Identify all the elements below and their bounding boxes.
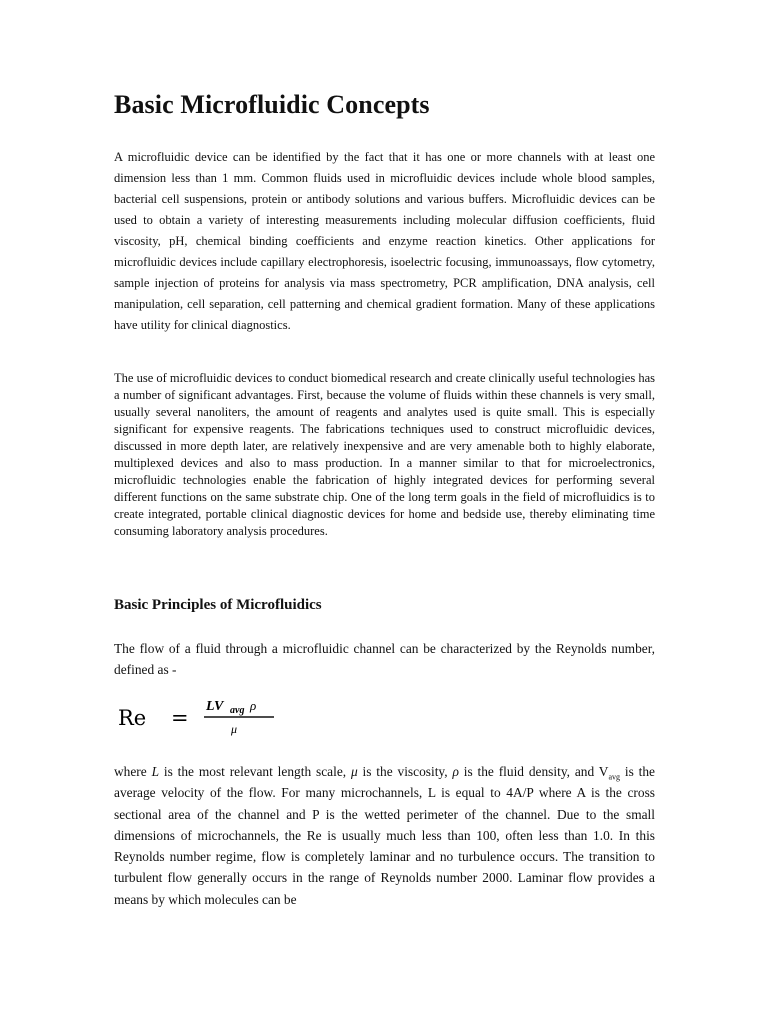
reynolds-explanation-paragraph: where L is the most relevant length scale, μ is the viscosity, ρ is the fluid density, and $V_{avg}$ is the average velocity of the flow. For many microchannels, L is equal to 4A/P where A is the cross sectional area of the channel and P is the wetted perimeter of the channel. Due to the small dimensions of microchannels, the Re is usually much less than 100, often less than 1.0. In this Reynolds number regime, flow is completely laminar and no turbulence occurs. The transition to turbulent flow generally occurs in the range of Reynolds number 2000. Laminar flow provides a means by which molecules can be <box>114 764 655 907</box>
equation-numerator-sub: avg <box>230 705 245 716</box>
equation-equals: = <box>171 706 189 730</box>
equation-denominator: μ <box>231 722 238 736</box>
velocity-subscript: avg <box>608 772 621 782</box>
equation-lhs: Re <box>118 706 147 730</box>
advantages-paragraph: The use of microfluidic devices to conduct biomedical research and create clinically useful technologies has a number of significant advantages. First, because the volume of fluids within these channels is very small, usually several nanoliters, the amount of reagents and analytes used is quite small. This is especially significant for expensive reagents. The fabrications techniques used to construct microfluidic devices, discussed in more depth later, are relatively inexpensive and are very amenable both to highly elaborate, multiplexed devices and also to mass production. In a manner similar to that for microelectronics, microfluidic technologies enable the fabrication of highly integrated devices for performing several different functions on the same substrate chip. One of the long term goals in the field of microfluidics is to create integrated, portable clinical diagnostic devices for home and bedside use, thereby eliminating time consuming laboratory analysis procedures. <box>114 371 655 538</box>
density-symbol: ρ <box>452 764 459 779</box>
equation-rho: ρ <box>250 698 257 713</box>
viscosity-symbol: μ <box>350 764 358 779</box>
equation-numerator: LV <box>206 699 224 714</box>
reynolds-intro-paragraph: The flow of a fluid through a microfluidic channel can be characterized by the Reynolds number, defined as - <box>114 641 655 677</box>
section-heading: Basic Principles of Microfluidics <box>114 597 322 613</box>
intro-paragraph: A microfluidic device can be identified by the fact that it has one or more channels with at least one dimension less than 1 mm. Common fluids used in microfluidic devices include whole blood samples, bacterial cell suspensions, protein or antibody solutions and various buffers. Microfluidic devices can be used to obtain a variety of interesting measurements including molecular diffusion coefficients, fluid viscosity, pH, chemical binding coefficients and enzyme reaction kinetics. Other applications for microfluidic devices include capillary electrophoresis, isoelectric focusing, immunoassays, flow cytometry, sample injection of proteins for analysis via mass spectrometry, PCR amplification, DNA analysis, cell manipulation, cell separation, cell patterning and chemical gradient formation. Many of these applications have utility for clinical diagnostics. <box>114 150 655 332</box>
page-title: Basic Microfluidic Concepts <box>114 90 430 119</box>
reynolds-equation <box>118 693 318 739</box>
length-symbol: L <box>151 764 160 779</box>
